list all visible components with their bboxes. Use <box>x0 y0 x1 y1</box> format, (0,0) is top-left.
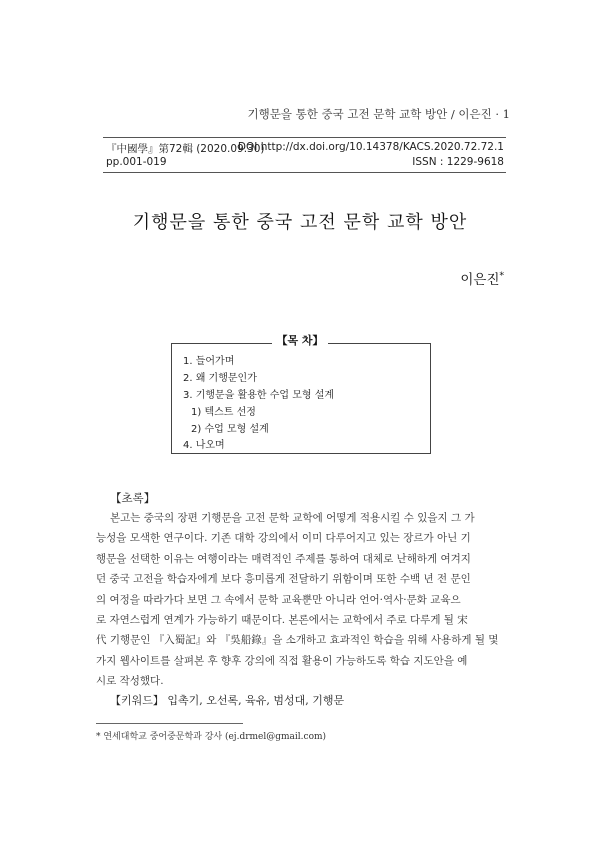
toc-box <box>171 343 431 454</box>
journal-info: 『中國學』第72輯 (2020.09.30) <box>106 143 265 155</box>
abstract-line: 본고는 중국의 장편 기행문을 고전 문학 교학에 어떻게 적용시킬 수 있을지 그 가 <box>110 512 475 524</box>
toc-heading-text: 【목 차】 <box>272 334 327 347</box>
toc-subitem: 1) 텍스트 선정 <box>191 407 256 418</box>
footnote-rule <box>96 723 243 724</box>
author <box>460 268 504 288</box>
paper-title: 기행문을 통한 중국 고전 문학 교학 방안 <box>132 212 468 233</box>
author-name: 이은진 <box>460 272 500 288</box>
abstract-label: 【초록】 <box>110 491 156 505</box>
toc-subitem: 2) 수업 모형 설계 <box>191 424 269 435</box>
meta-bottom-rule <box>103 172 506 173</box>
abstract-line: 능성을 모색한 연구이다. 기존 대학 강의에서 이미 다루어지고 있는 장르가 아닌 기 <box>96 532 471 545</box>
keywords: 【키워드】 입촉기, 오선록, 육유, 범성대, 기행문 <box>110 694 345 707</box>
abstract-line: 의 여정을 따라가다 보면 그 속에서 문학 교육뿐만 아니라 언어·역사·문화 교육으 <box>96 593 461 606</box>
toc-heading <box>0 332 600 348</box>
author-footnote: * 연세대학교 중어중문학과 강사 (ej.drmel@gmail.com) <box>96 732 327 742</box>
page-range: pp.001-019 <box>106 156 167 168</box>
issn: ISSN : 1229-9618 <box>412 156 504 168</box>
toc-item: 2. 왜 기행문인가 <box>183 373 257 384</box>
author-footnote-mark: * <box>499 271 504 282</box>
abstract-line: 가지 웹사이트를 살펴본 후 향후 강의에 직접 활용이 가능하도록 학습 지도안을 예 <box>96 654 468 667</box>
abstract-body <box>96 508 506 692</box>
abstract-line: 로 자연스럽게 연계가 가능하기 때문이다. 본론에서는 교학에서 주로 다루게 될 宋 <box>96 613 468 626</box>
abstract-line: 행문을 선택한 이유는 여행이라는 매력적인 주제를 통하여 대체로 난해하게 여겨지 <box>96 552 471 565</box>
toc-item: 4. 나오며 <box>183 440 225 451</box>
toc-item: 1. 들어가며 <box>183 356 235 367</box>
abstract-line: 던 중국 고전을 학습자에게 보다 흥미롭게 전달하기 위함이며 또한 수백 년 전 문인 <box>96 573 471 586</box>
meta-top-rule <box>103 137 506 138</box>
running-head: 기행문을 통한 중국 고전 문학 교학 방안 / 이은진 · 1 <box>247 107 510 121</box>
toc-item: 3. 기행문을 활용한 수업 모형 설계 <box>183 390 335 401</box>
abstract-line: 시로 작성했다. <box>96 675 164 688</box>
doi-link[interactable]: DOI http://dx.doi.org/10.14378/KACS.2020.72.72.1 <box>237 141 504 153</box>
abstract-line: 代 기행문인 『入蜀記』와 『吳船錄』을 소개하고 효과적인 학습을 위해 사용하게 될 몇 <box>96 634 499 647</box>
